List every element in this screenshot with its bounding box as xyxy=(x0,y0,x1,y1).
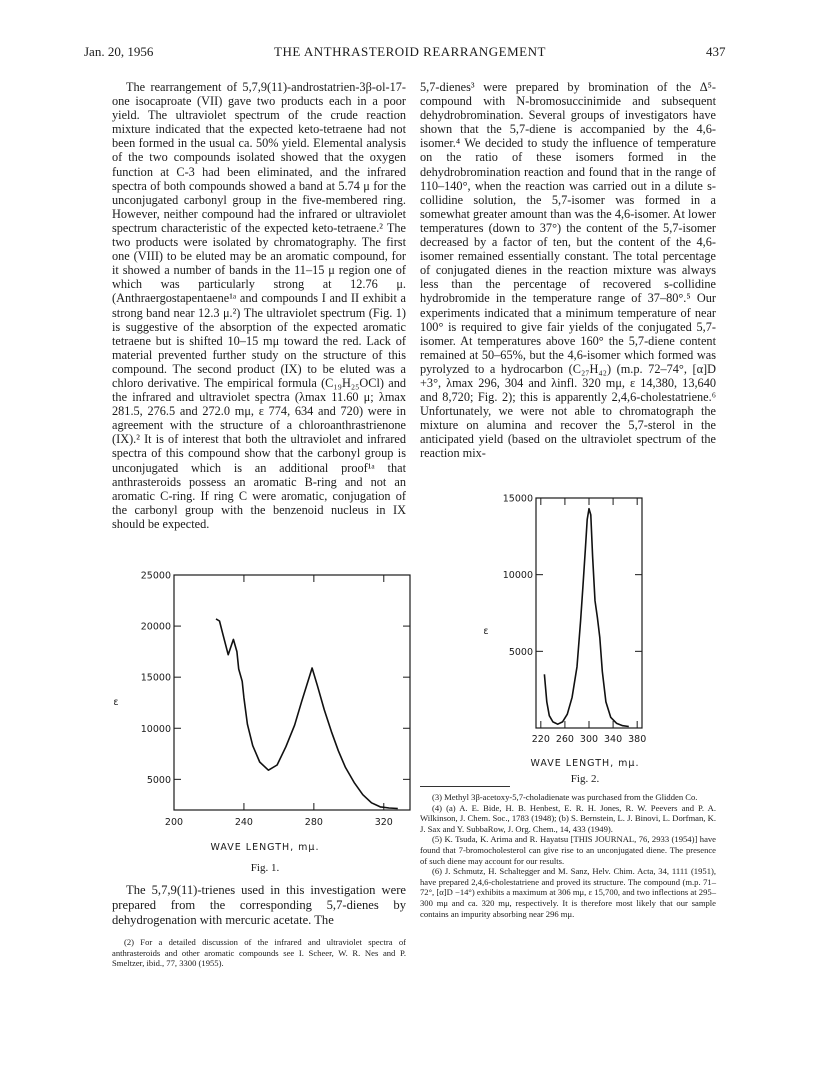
plot-frame xyxy=(536,498,642,728)
x-tick-label: 300 xyxy=(579,734,599,745)
figure-2-chart xyxy=(472,488,672,758)
y-tick-label: 25000 xyxy=(140,570,171,582)
header-page-number: 437 xyxy=(706,44,726,59)
figure-2-caption: Fig. 2. xyxy=(570,773,600,785)
data-series-line xyxy=(216,619,398,809)
y-tick-label: 10000 xyxy=(140,723,171,735)
x-tick-label: 320 xyxy=(374,817,393,825)
x-tick-label: 380 xyxy=(628,734,647,745)
footnote-4: (4) (a) A. E. Bide, H. B. Henbest, E. R. H. Jones, R. W. Peevers and P. A. Wilkinson, J. Chem. Soc., 1783 (1948); (b) S. Bernstein, L. J. Binovi, L. Dorfman, K. J. Sax and Y. SubbaRow, J. Org. Chem., 14, 433 (1949). xyxy=(420,802,716,834)
footnote-2 xyxy=(112,937,406,969)
y-axis-label: ε xyxy=(113,697,119,708)
left-paragraph-1: The rearrangement of 5,7,9(11)-androstatrien-3β-ol-17-one isocaproate (VII) gave two products each in a poor yield. The ultraviolet spectrum of the crude reaction mixture indicated that the expected keto-tetraene had not been formed in the usual ca. 50% yield. Elemental analysis of the two compounds isolated showed that the oxygen function at C-3 had been eliminated, and the infrared spectra of both compounds showed a band at 5.74 μ for the unconjugated carbonyl group in the five-membered ring. However, neither compound had the infrared or ultraviolet spectrum characteristic of the expected keto-tetraene.² The two products were isolated by chromatography. The first one (VIII) to be eluted may be an aromatic compound, for it showed a number of bands in the 11–15 μ region one of which was particularly strong at 12.76 μ. (Anthraergostapentaene¹ᵃ and compounds I and II exhibit a strong band near 12.3 μ.²) The ultraviolet spectrum (Fig. 1) is suggestive of the absorption of the expected aromatic tetraene but is shifted 10–15 mμ toward the red. Lack of material prevented further study on the structure of this compound. The second product (IX) to be eluted was a chloro derivative. The empirical formula (C₁₉H₂₅OCl) and the infrared and ultraviolet spectra (λmax 11.60 μ; λmax 281.5, 276.5 and 272.0 mμ, ε 774, 634 and 720) were in agreement with the structure of a chloroanthrastrienone (IX).² It is of interest that both the ultraviolet and infrared spectra of this compound show that the carbonyl group is unconjugated which is an additional proof¹ᵃ that anthrasteroids possess an aromatic B-ring and not an aromatic C-ring. If ring C were aromatic, conjugation of the carbonyl group with the benzenoid nucleus in IX should be expected. xyxy=(112,80,406,531)
y-axis-label: ε xyxy=(483,626,489,637)
x-tick-label: 200 xyxy=(164,817,184,825)
left-paragraph-2: The 5,7,9(11)-trienes used in this investigation were prepared from the corresponding 5,7-dienes by dehydrogenation with mercuric acetate. The xyxy=(112,883,406,927)
footnote-5: (5) K. Tsuda, K. Arima and R. Hayatsu [THIS JOURNAL, 76, 2933 (1954)] have found that 7-bromocholesterol can give rise to an unconjugated diene. The presence of such diene may account for our results. xyxy=(420,834,716,866)
y-tick-label: 10000 xyxy=(502,570,533,582)
header-date: Jan. 20, 1956 xyxy=(84,44,154,59)
footnote-3: (3) Methyl 3β-acetoxy-5,7-choladienate was purchased from the Glidden Co. xyxy=(432,792,698,802)
x-tick-label: 280 xyxy=(304,817,323,825)
left-column-continuation xyxy=(112,883,406,928)
header-title: THE ANTHRASTEROID REARRANGEMENT xyxy=(274,44,546,59)
footnote-6: (6) J. Schmutz, H. Schaltegger and M. Sanz, Helv. Chim. Acta, 34, 1111 (1951), have prepared 2,4,6-cholestatriene and proved its structure. The compound (m.p. 71–72°, [α]D −14°) exhibits a maximum at 306 mμ, ε 15,700, and two inflections at 295–300 mμ and ca. 320 mμ, respectively. It is therefore most likely that our sample contains an impurity absorbing near 296 mμ. xyxy=(420,866,716,919)
figure-1-xlabel: WAVE LENGTH, mμ. xyxy=(210,842,320,853)
right-paragraph-1: 5,7-dienes³ were prepared by bromination of the Δ⁵-compound with N-bromosuccinimide and subsequent dehydrobromination. Several groups of investigators have shown that the 5,7-diene is accompanied by the 4,6-isomer.⁴ We decided to study the influence of temperature on the ratio of these isomers formed in the dehydrobromination reaction and found that in the range of 110–140°, when the reaction was carried out in a dilute s-collidine solution, the 5,7-isomer was formed in a somewhat greater amount than was the 4,6-isomer. At lower temperatures (down to 37°) the content of the 5,7-isomer decreased by a factor of ten, but the content of the 4,6-isomer remained essentially constant. The total percentage of conjugated dienes in the reaction mixture was always less than the percentage of recovered s-collidine hydrobromide in the temperature range of 37–80°.⁵ Our experiments indicated that a minimum temperature of near 100° is required to give fair yields of the conjugated 5,7-isomer. At temperatures above 160° the 5,7-diene content remained at 50–65%, but the 4,6-isomer which formed was pyrolyzed to a hydrocarbon (C₂₇H₄₂) (m.p. 72–74°, [α]D +3°, λmax 296, 304 and λinfl. 320 mμ, ε 14,380, 13,640 and 8,720; Fig. 2); this is apparently 2,4,6-cholestatriene.⁶ Unfortunately, we were not able to chromatograph the mixture on alumina and recover the 5,7-sterol in the anticipated yield (based on the ultraviolet spectrum of the reaction mix- xyxy=(420,80,716,461)
figure-1-chart xyxy=(100,565,420,825)
y-tick-label: 15000 xyxy=(502,493,533,505)
x-tick-label: 220 xyxy=(531,734,550,745)
y-tick-label: 20000 xyxy=(140,621,171,633)
y-tick-label: 15000 xyxy=(140,672,171,684)
footnotes-right xyxy=(420,792,716,919)
y-tick-label: 5000 xyxy=(146,774,171,786)
plot-frame xyxy=(174,575,410,810)
footnote-2-text: (2) For a detailed discussion of the infrared and ultraviolet spectra of anthrasteroids and other aromatic compounds see I. Scheer, W. R. Nes and P. Smeltzer, ibid., 77, 3300 (1955). xyxy=(112,937,406,969)
left-column xyxy=(112,80,406,531)
x-tick-label: 240 xyxy=(234,817,253,825)
data-series-line xyxy=(544,509,628,727)
x-tick-label: 340 xyxy=(604,734,623,745)
figure-2-xlabel: WAVE LENGTH, mμ. xyxy=(530,758,640,769)
figure-1-caption: Fig. 1. xyxy=(250,862,280,874)
x-tick-label: 260 xyxy=(555,734,574,745)
footnote-rule xyxy=(420,786,510,787)
right-column xyxy=(420,80,716,461)
y-tick-label: 5000 xyxy=(508,646,533,658)
